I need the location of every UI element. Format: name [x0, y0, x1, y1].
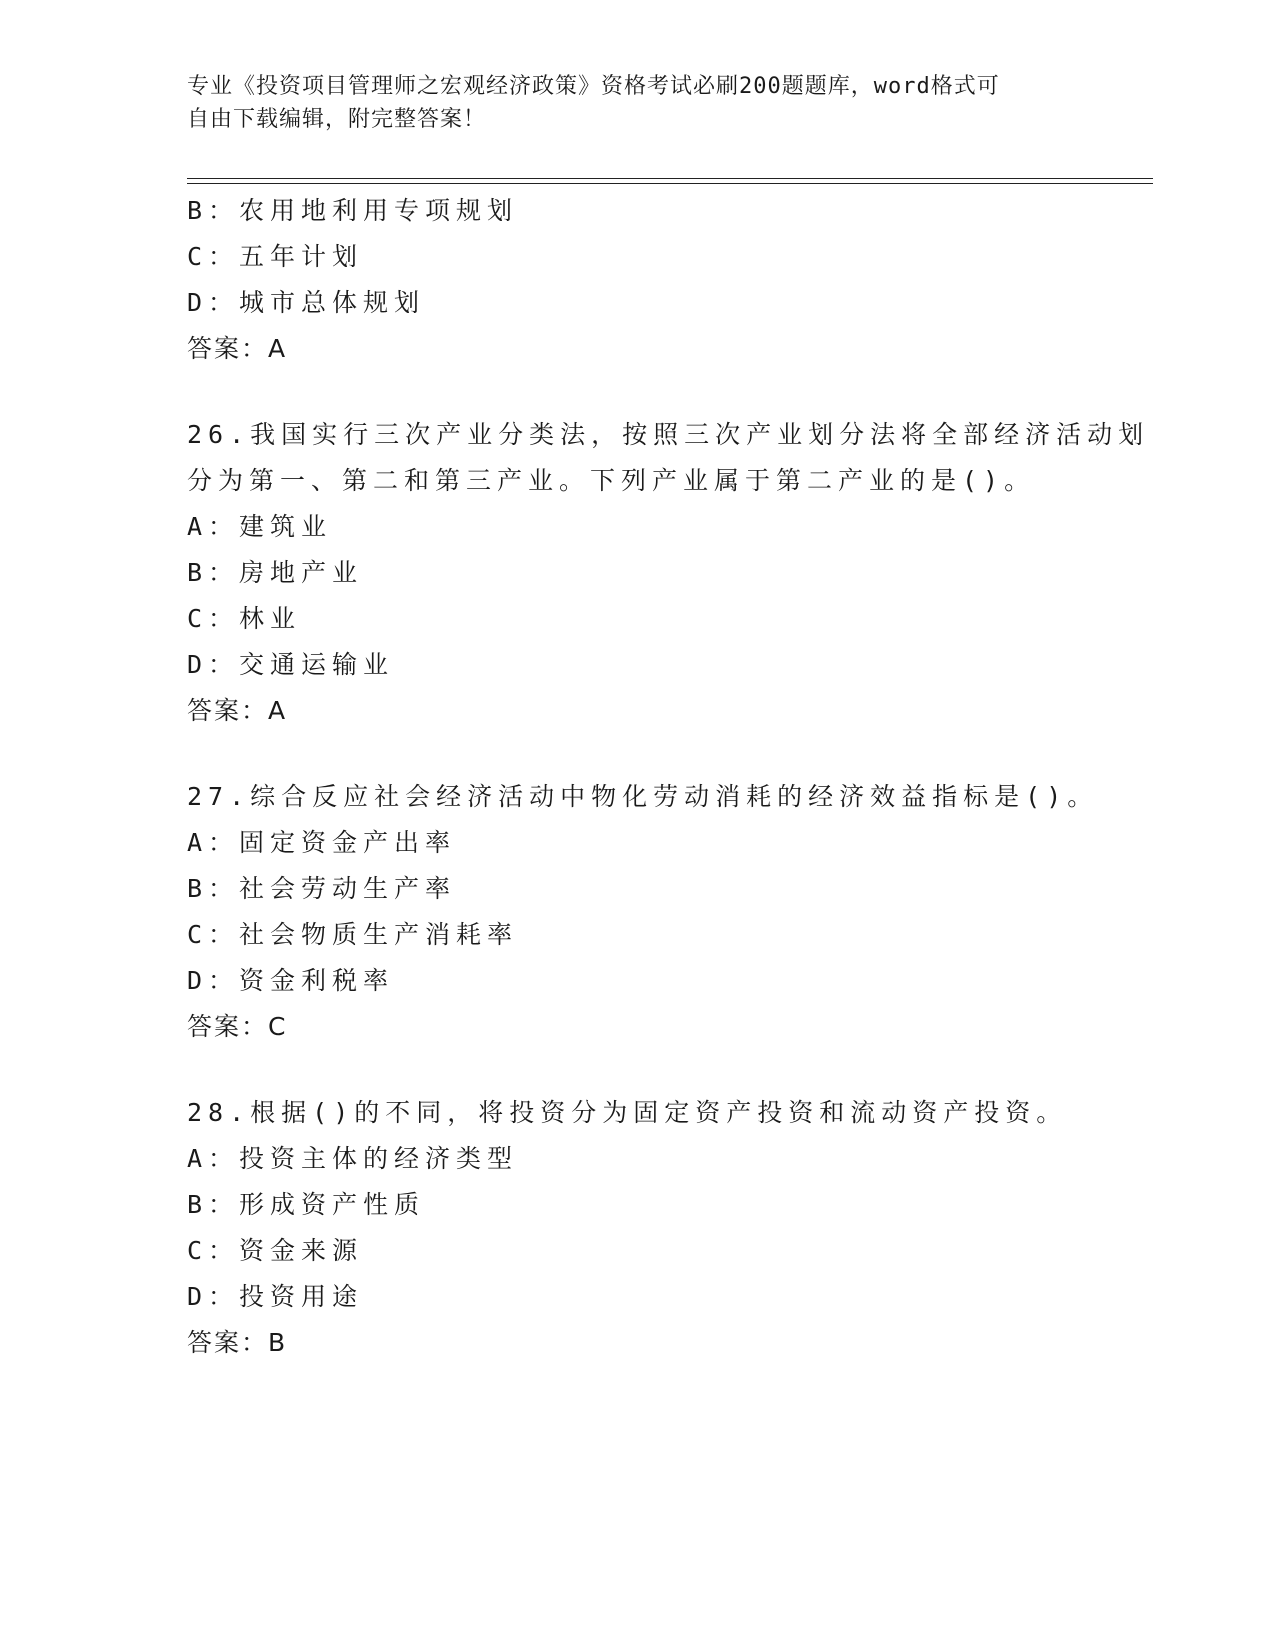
option-b: B：房地产业: [187, 558, 364, 587]
option-a: A：固定资金产出率: [187, 828, 457, 857]
option-d: D：交通运输业: [187, 650, 395, 679]
question-28: [187, 1090, 1087, 1366]
option-d: D：投资用途: [187, 1282, 364, 1311]
option-c: C：林业: [187, 604, 302, 633]
document-header: [187, 70, 1087, 136]
option-c: C：社会物质生产消耗率: [187, 920, 519, 949]
option-d: D：资金利税率: [187, 966, 395, 995]
option-a: A：建筑业: [187, 512, 333, 541]
header-line-1: 专业《投资项目管理师之宏观经济政策》资格考试必刷200题题库，word格式可: [187, 74, 1000, 99]
option-c: C：资金来源: [187, 1236, 364, 1265]
question-text-line-1: 26.我国实行三次产业分类法，按照三次产业划分法将全部经济活动划: [187, 420, 1150, 449]
header-rule-bottom: [187, 183, 1153, 184]
question-27: [187, 774, 1099, 1050]
question-list: [187, 188, 1150, 1366]
header-rule-top: [187, 178, 1153, 179]
answer: 答案：C: [187, 1012, 288, 1041]
option-d: D：城市总体规划: [187, 288, 426, 317]
answer: 答案：A: [187, 334, 288, 363]
header-line-2: 自由下载编辑，附完整答案！: [187, 107, 487, 132]
option-b: B：农用地利用专项规划: [187, 196, 519, 225]
question-text-line-2: 分为第一、第二和第三产业。下列产业属于第二产业的是()。: [187, 466, 1036, 495]
answer: 答案：A: [187, 696, 288, 725]
question-26: [187, 412, 1150, 734]
option-b: B：形成资产性质: [187, 1190, 426, 1219]
question-25-continued: [187, 188, 1087, 372]
option-a: A：投资主体的经济类型: [187, 1144, 519, 1173]
question-text: 28.根据()的不同，将投资分为固定资产投资和流动资产投资。: [187, 1098, 1068, 1127]
option-b: B：社会劳动生产率: [187, 874, 457, 903]
question-text: 27.综合反应社会经济活动中物化劳动消耗的经济效益指标是()。: [187, 782, 1099, 811]
option-c: C：五年计划: [187, 242, 364, 271]
answer: 答案：B: [187, 1328, 288, 1357]
